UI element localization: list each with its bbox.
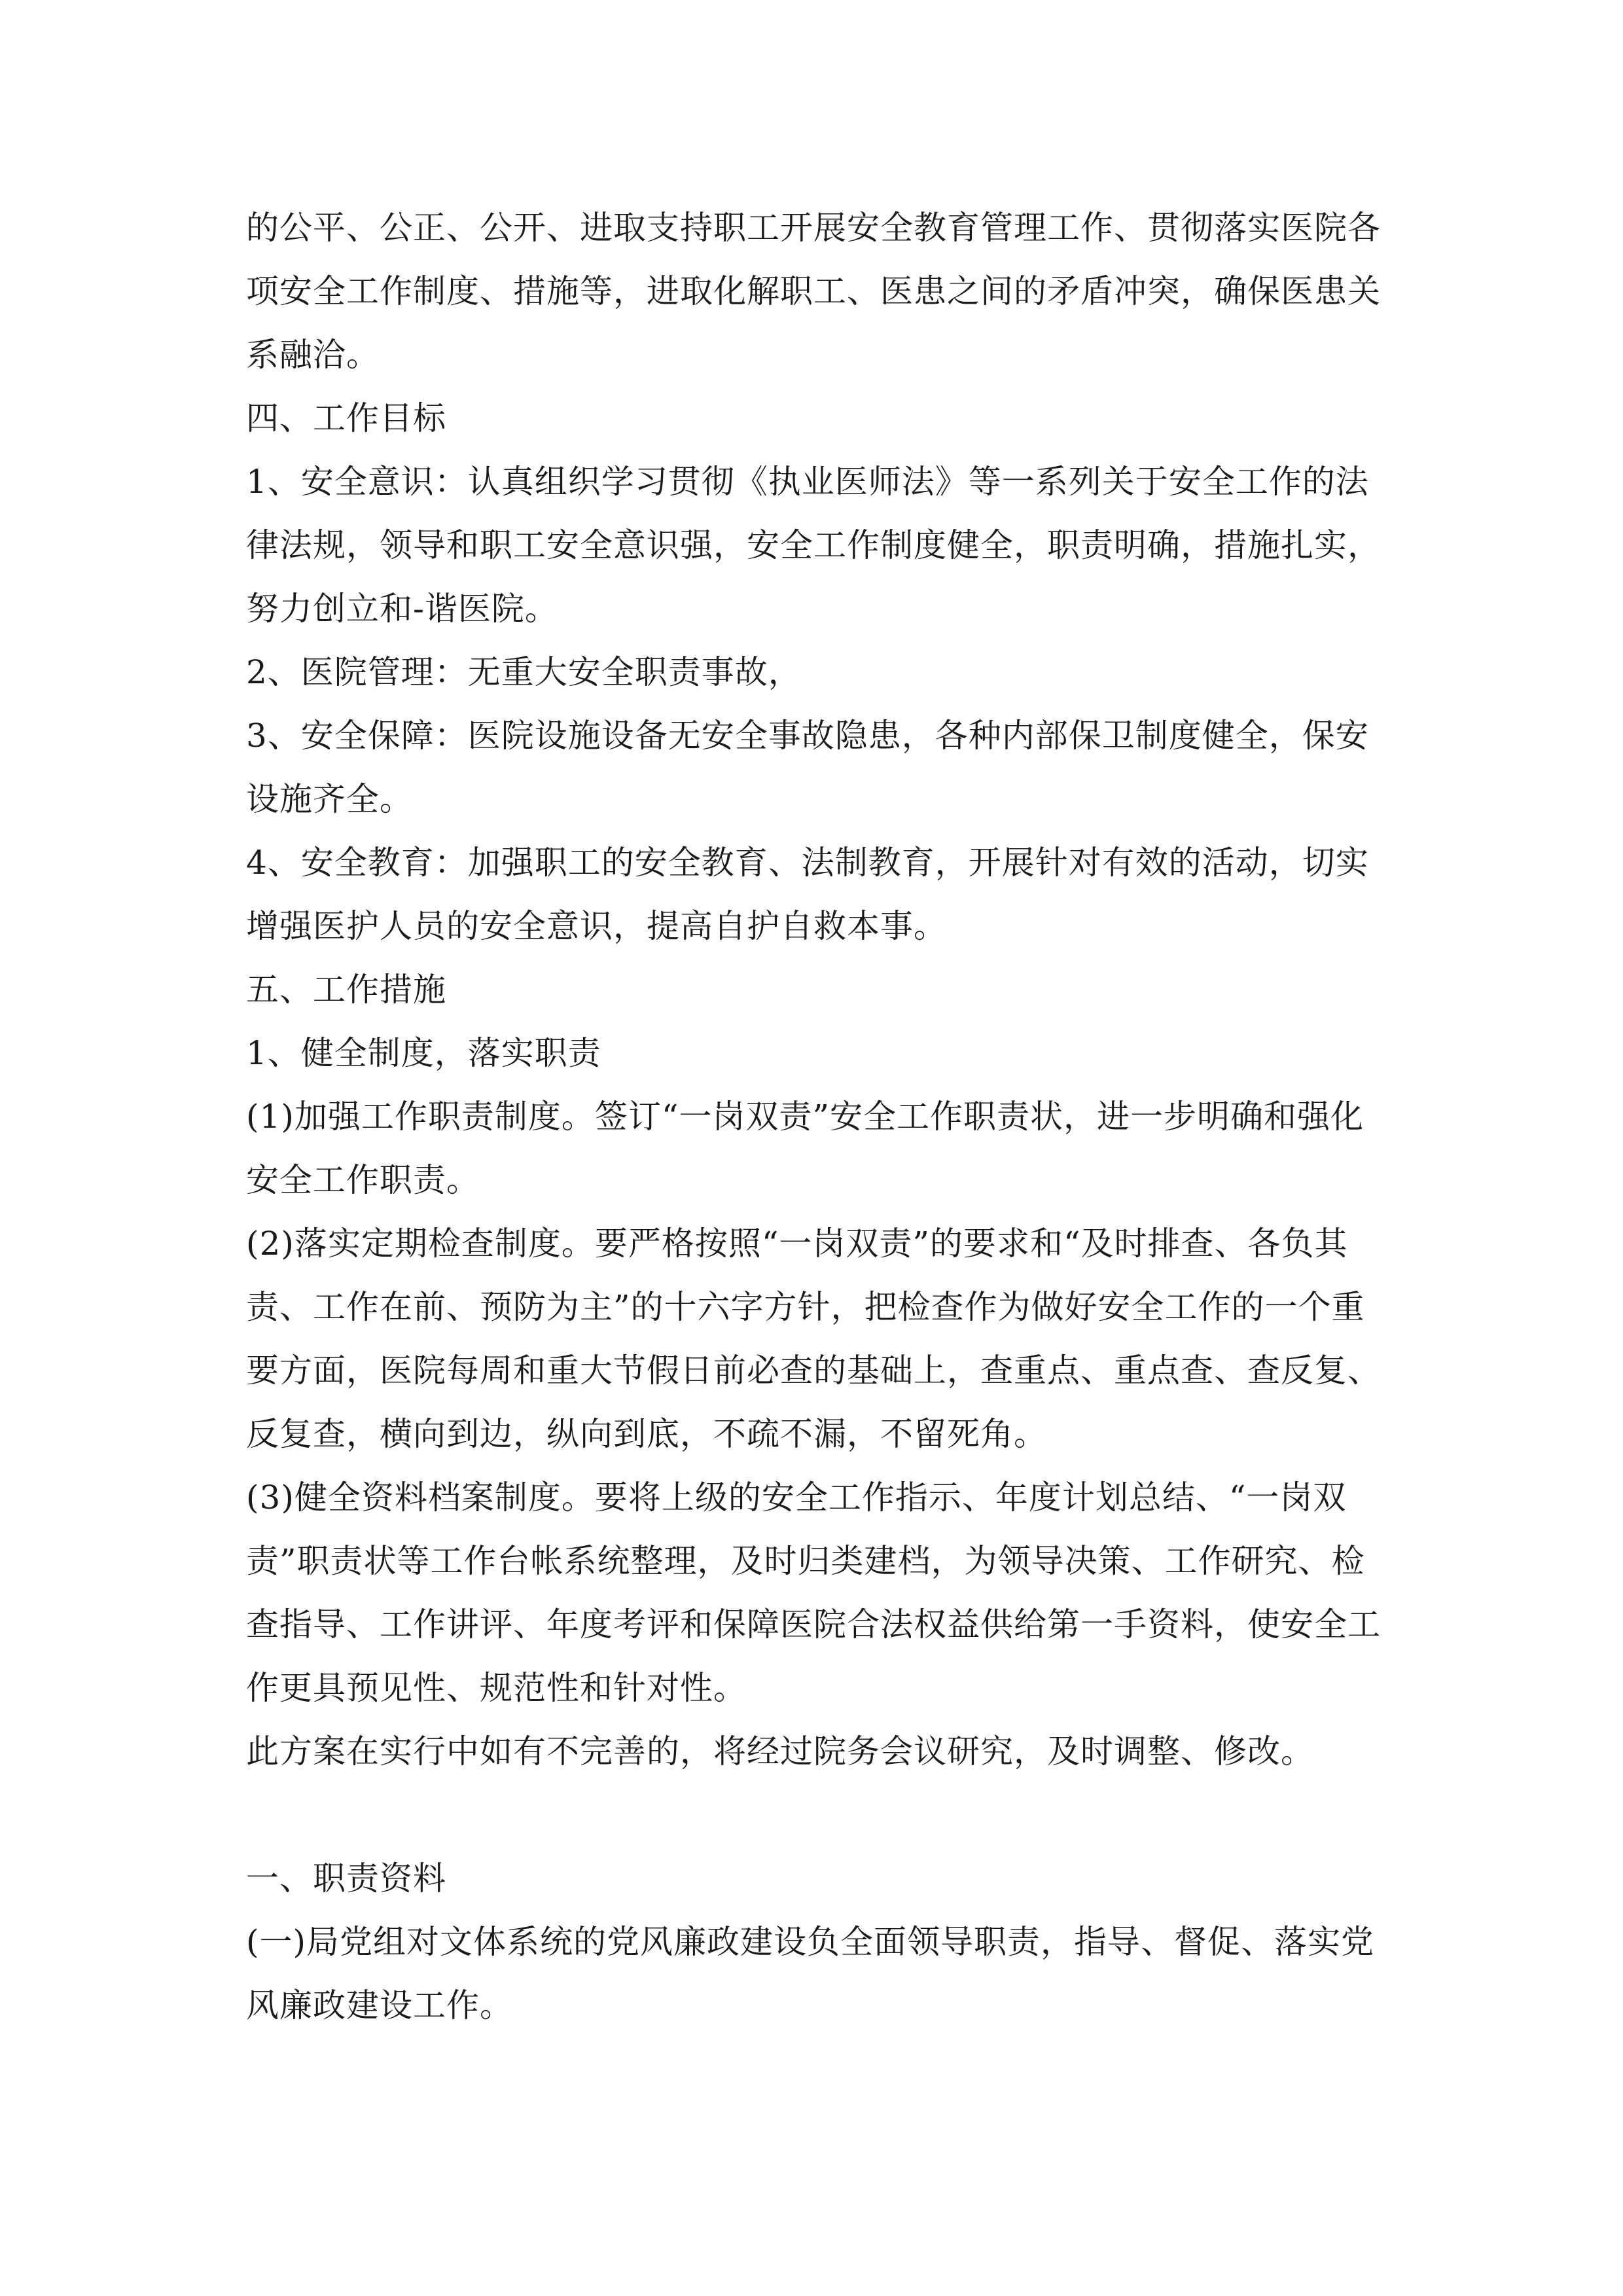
- goal-hospital-management: 2、医院管理：无重大安全职责事故，: [246, 653, 802, 691]
- measure-item-inspection: (2)落实定期检查制度。要严格按照“一岗双责”的要求和“及时排查、各负其责、工作在前、预防为主”的十六字方针，把检查作为做好安全工作的一个重要方面，医院每周和重大节假日前必查的基础上，查重点、重点查、查反复、反复查，横向到边，纵向到底，不疏不漏，不留死角。: [246, 1225, 1381, 1453]
- paragraph-intro-continuation: 的公平、公正、公开、进取支持职工开展安全教育管理工作、贯彻落实医院各项安全工作制度、措施等，进取化解职工、医患之间的矛盾冲突，确保医患关系融洽。: [246, 209, 1381, 374]
- section-heading-goals: 四、工作目标: [246, 399, 446, 437]
- closing-note: 此方案在实行中如有不完善的，将经过院务会议研究，及时调整、修改。: [246, 1732, 1314, 1770]
- goal-safety-awareness: 1、安全意识：认真组织学习贯彻《执业医师法》等一系列关于安全工作的法律法规，领导和职工安全意识强，安全工作制度健全，职责明确，措施扎实，努力创立和-谐医院。: [246, 463, 1381, 628]
- measure-heading-systems: 1、健全制度，落实职责: [246, 1034, 601, 1072]
- section-heading-measures: 五、工作措施: [246, 971, 446, 1009]
- document-body: [246, 196, 1385, 2037]
- goal-safety-education: 4、安全教育：加强职工的安全教育、法制教育，开展针对有效的活动，切实增强医护人员的安全意识，提高自护自救本事。: [246, 844, 1369, 945]
- paragraph-spacer: [246, 1784, 1385, 1847]
- measure-item-archives: (3)健全资料档案制度。要将上级的安全工作指示、年度计划总结、“一岗双责”职责状等工作台帐系统整理，及时归类建档，为领导决策、工作研究、检查指导、工作讲评、年度考评和保障医院合法权益供给第一手资料，使安全工作更具预见性、规范性和针对性。: [246, 1479, 1381, 1707]
- measure-item-responsibility: (1)加强工作职责制度。签订“一岗双责”安全工作职责状，进一步明确和强化安全工作职责。: [246, 1098, 1364, 1199]
- section-heading-responsibilities: 一、职责资料: [246, 1859, 446, 1897]
- goal-safety-guarantee: 3、安全保障：医院设施设备无安全事故隐患，各种内部保卫制度健全，保安设施齐全。: [246, 717, 1369, 818]
- responsibility-item-one: (一)局党组对文体系统的党风廉政建设负全面领导职责，指导、督促、落实党风廉政建设工作。: [246, 1923, 1375, 2024]
